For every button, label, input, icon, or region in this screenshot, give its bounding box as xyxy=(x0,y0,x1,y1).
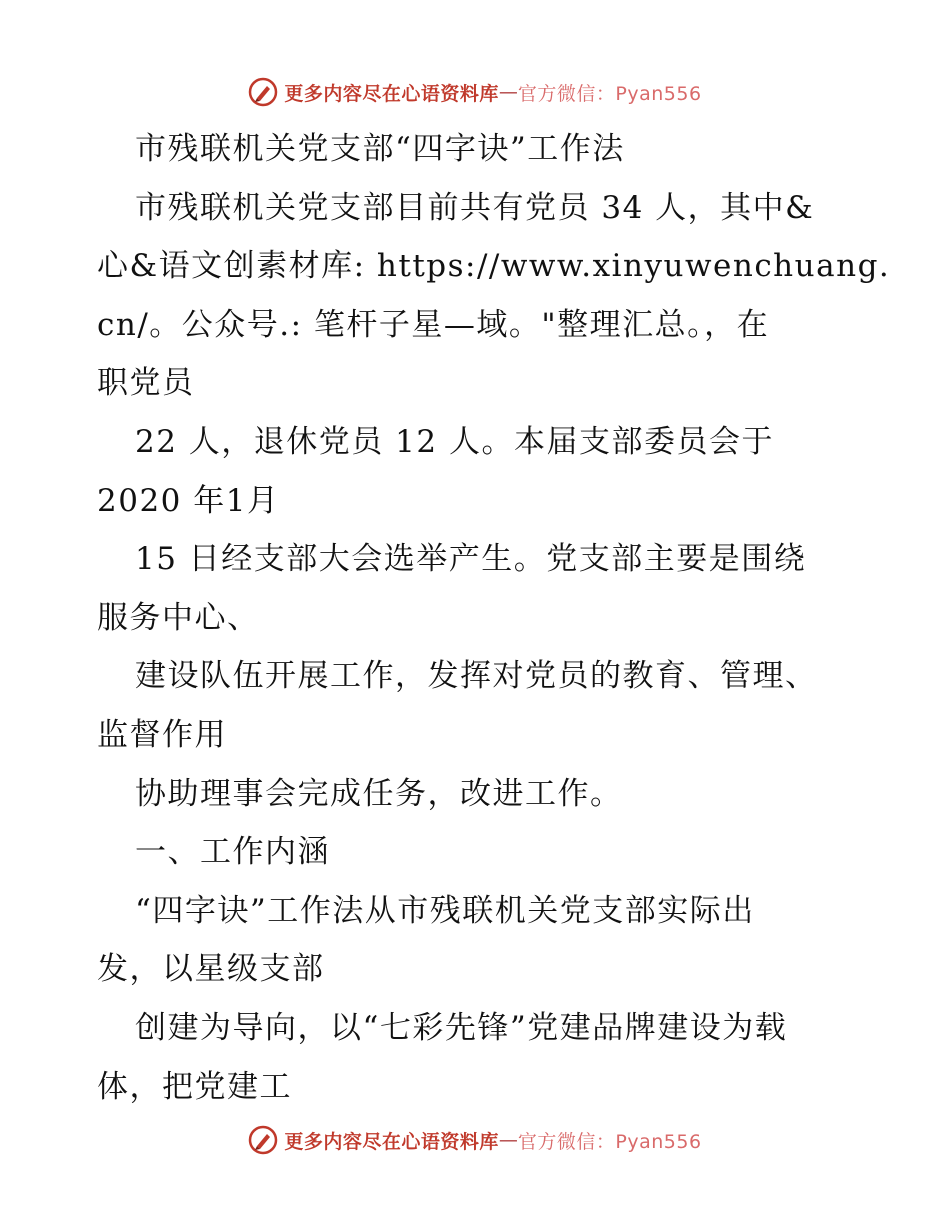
text-line: 创建为导向，以“七彩先锋”党建品牌建设为载 xyxy=(135,1009,788,1046)
text-line: 15 日经支部大会选举产生。党支部主要是围绕 xyxy=(135,541,807,578)
text-line: 体，把党建工 xyxy=(97,1068,292,1105)
header-watermark-banner xyxy=(0,72,950,112)
banner-separator: — xyxy=(498,1129,518,1151)
text-line: 市残联机关党支部目前共有党员 34 人，其中& xyxy=(135,189,815,226)
document-body xyxy=(97,120,891,1116)
document-title: 市残联机关党支部“四字诀”工作法 xyxy=(135,131,625,167)
text-line: 2020 年1月 xyxy=(97,482,280,519)
pen-logo-icon xyxy=(248,77,278,107)
pen-logo-icon xyxy=(248,1125,278,1155)
text-line: 22 人，退休党员 12 人。本届支部委员会于 xyxy=(135,423,774,460)
footer-watermark-banner xyxy=(0,1120,950,1160)
banner-wechat: 官方微信：Pyan556 xyxy=(517,1130,702,1153)
text-line: 建设队伍开展工作，发挥对党员的教育、管理、 xyxy=(135,658,818,695)
text-line: 服务中心、 xyxy=(97,599,260,636)
banner-title: 更多内容尽在心语资料库 xyxy=(284,82,499,105)
text-line: 心&语文创素材库: https://www.xinyuwenchuang. xyxy=(97,248,891,285)
text-line: 协助理事会完成任务，改进工作。 xyxy=(135,775,623,812)
text-line: 监督作用 xyxy=(97,716,227,753)
text-line: 发，以星级支部 xyxy=(97,951,325,988)
text-line: cn/。公众号.: 笔杆子星—域。"整理汇总。，在 xyxy=(97,306,770,343)
banner-wechat: 官方微信：Pyan556 xyxy=(517,82,702,105)
section-heading: 一、工作内涵 xyxy=(135,834,330,871)
text-line: “四字诀”工作法从市残联机关党支部实际出 xyxy=(135,892,755,929)
text-line: 职党员 xyxy=(97,365,195,402)
banner-separator: — xyxy=(498,81,518,103)
banner-title: 更多内容尽在心语资料库 xyxy=(284,1130,499,1153)
